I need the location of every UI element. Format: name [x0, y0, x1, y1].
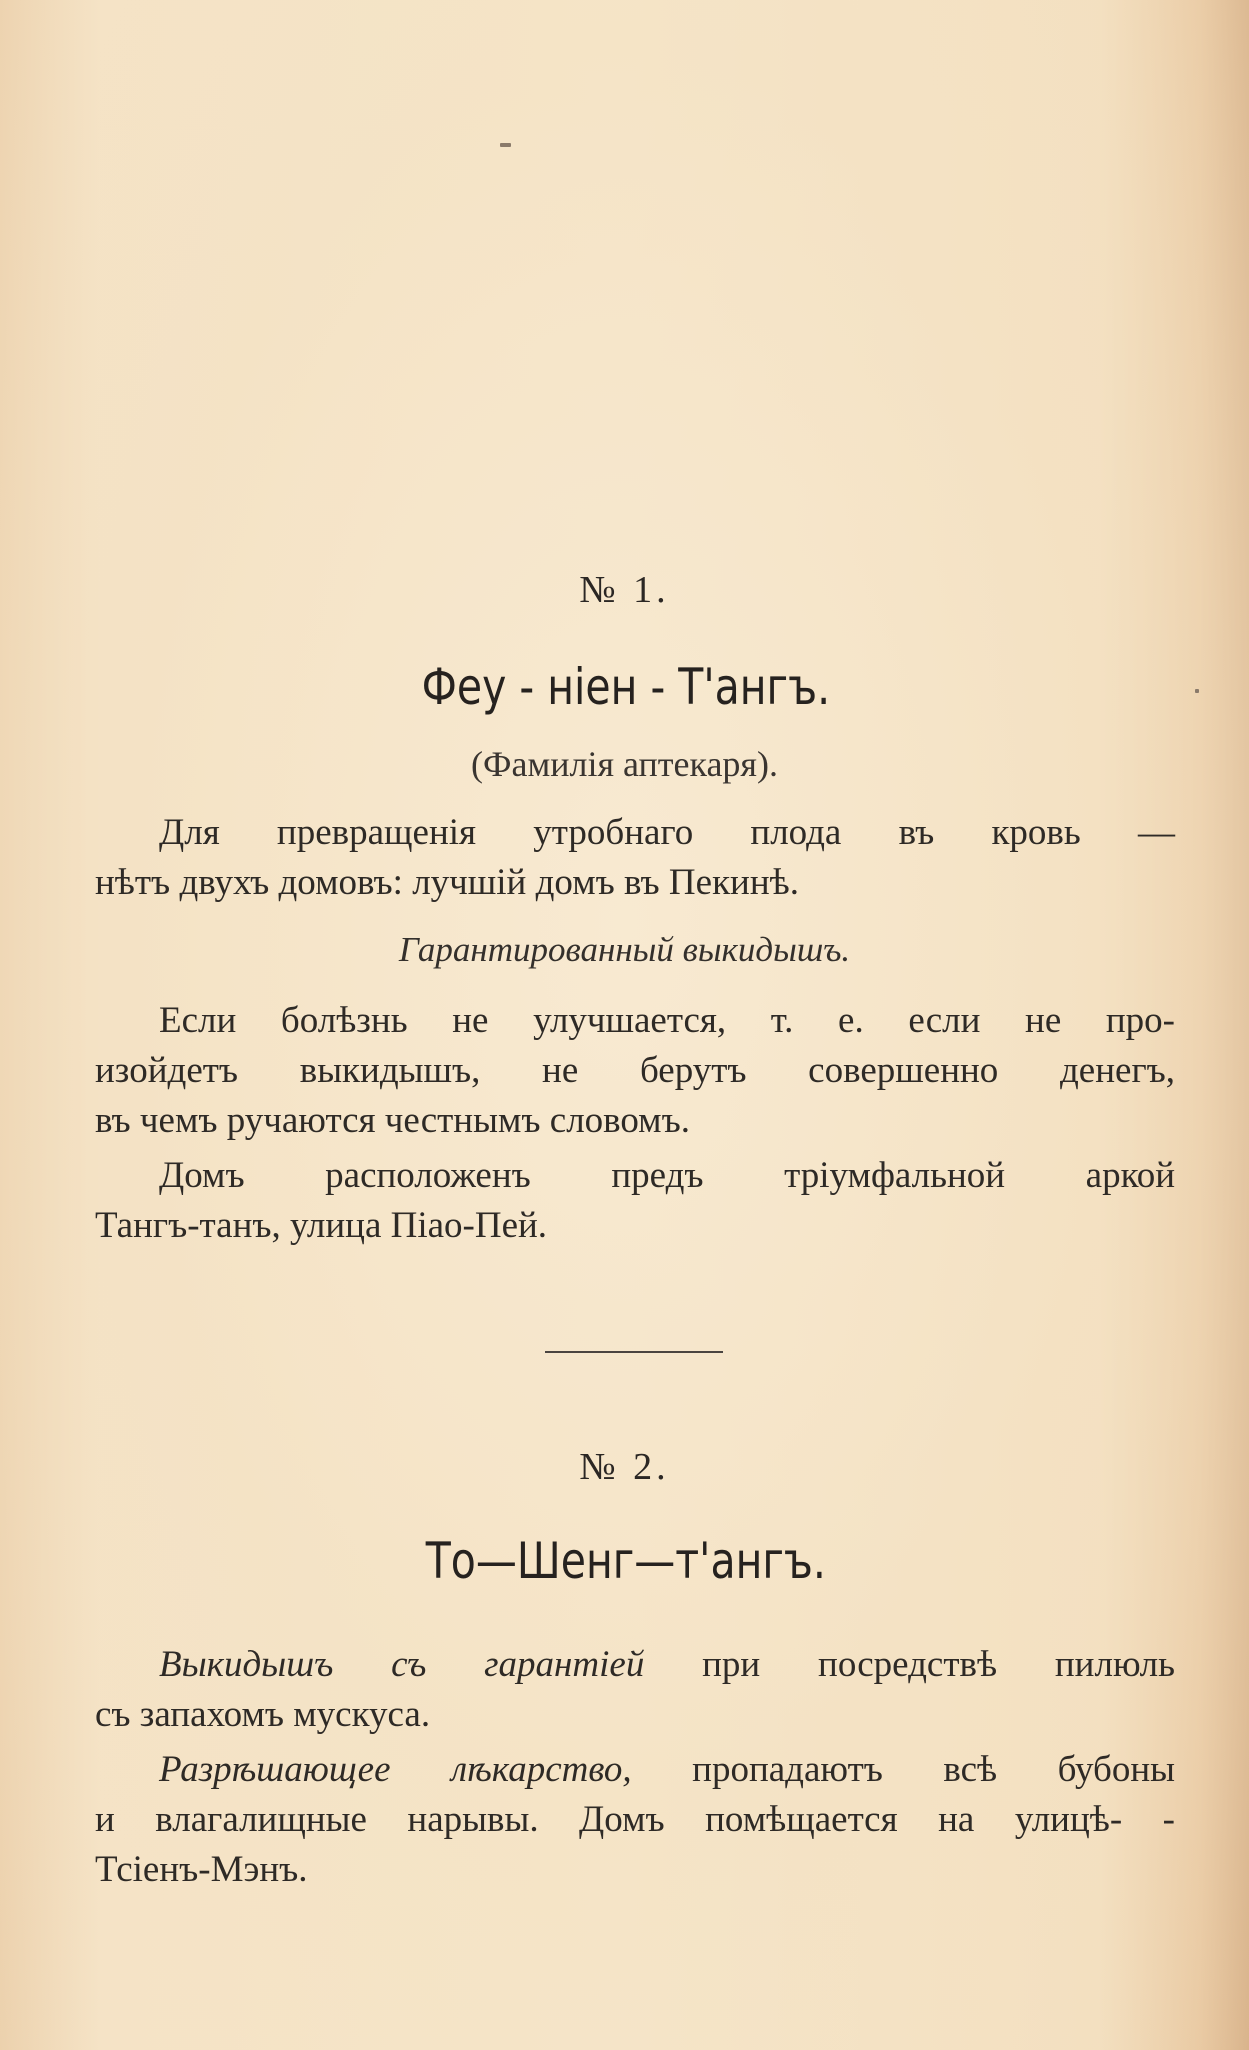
text-line: Тангъ-танъ, улица Піао-Пей.: [95, 1205, 548, 1246]
paragraph: [95, 808, 1175, 908]
section-divider: [545, 1351, 723, 1353]
paragraph: [95, 996, 1175, 1146]
section-number: № 1.: [579, 569, 670, 611]
section-number: № 2.: [579, 1446, 670, 1488]
paragraph: [95, 1745, 1175, 1895]
text-line: Выкидышъ съ гарантіей при посредствѣ пилюль: [159, 1644, 1175, 1685]
paragraph: [95, 1151, 1175, 1251]
text-line: Тсіенъ-Мэнъ.: [95, 1849, 308, 1890]
text-line: Для превращенія утробнаго плода въ кровь —: [159, 812, 1175, 853]
text-line: въ чемъ ручаются честнымъ словомъ.: [95, 1100, 690, 1141]
text-line: Если болѣзнь не улучшается, т. е. если не про-: [159, 1000, 1175, 1041]
text-line: и влагалищные нарывы. Домъ помѣщается на улицѣ- -: [95, 1799, 1175, 1840]
text-line: съ запахомъ мускуса.: [95, 1694, 431, 1735]
print-speck: [1195, 689, 1199, 693]
section-title: Феу - ніен - Т'ангъ.: [421, 658, 831, 716]
text-line: нѣтъ двухъ домовъ: лучшій домъ въ Пекинѣ.: [95, 862, 799, 903]
section-subtitle: (Фамилія аптекаря).: [471, 744, 778, 784]
text-line: изойдетъ выкидышъ, не берутъ совершенно денегъ,: [95, 1050, 1175, 1091]
paragraph: [95, 1640, 1175, 1740]
section-title: То—Шенг—т'ангъ.: [425, 1532, 826, 1590]
text-line: Домъ расположенъ предъ тріумфальной аркой: [159, 1155, 1175, 1196]
print-speck: [500, 143, 511, 147]
italic-heading: Гарантированный выкидышъ.: [398, 930, 851, 969]
text-line: Разрѣшающее лѣкарство, пропадаютъ всѣ бубоны: [159, 1749, 1176, 1790]
